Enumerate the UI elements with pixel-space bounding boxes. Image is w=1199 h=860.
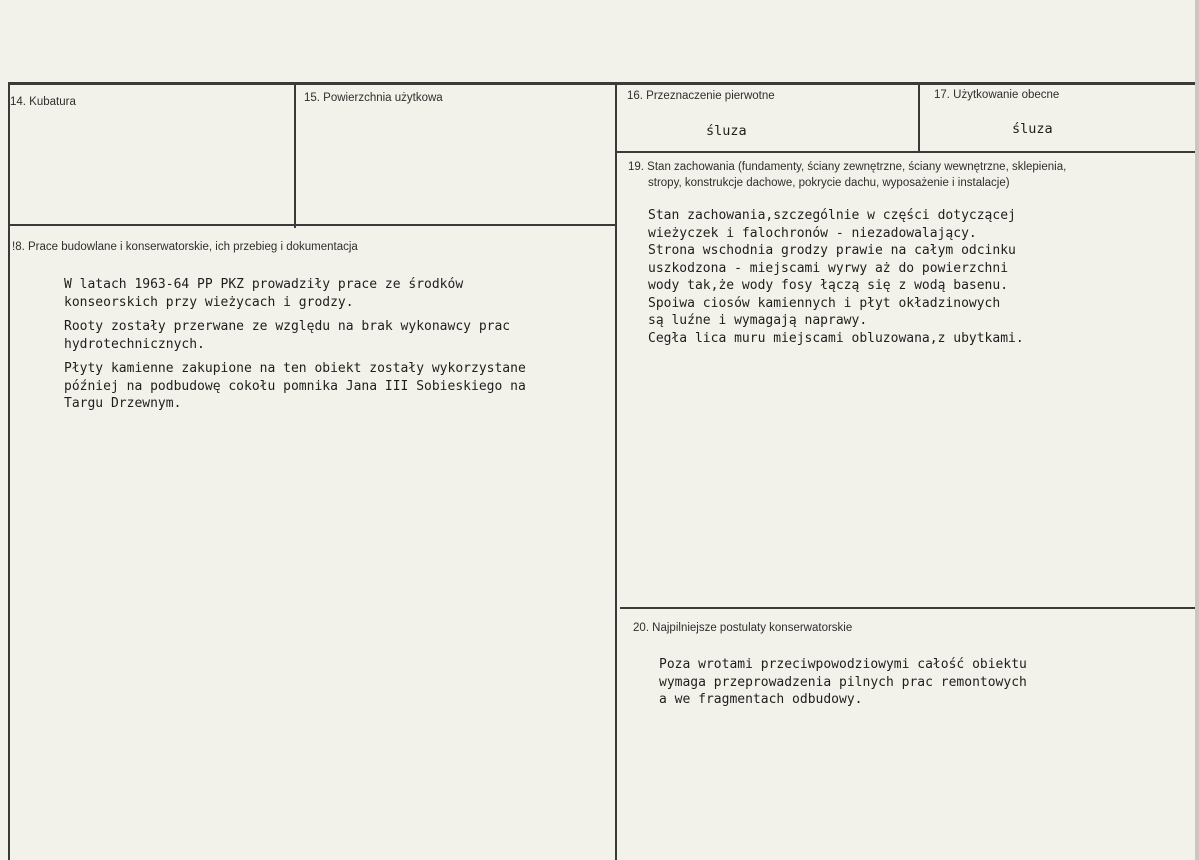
field-16-label: 16. Przeznaczenie pierwotne [627,90,775,102]
divider-14-15 [294,83,296,228]
field-19-line: wody tak,że wody fosy łączą się z wodą basenu. [648,278,1009,293]
divider-16-17 [918,83,920,153]
rule-under-14-15 [8,224,616,226]
field-20-text [659,656,1027,709]
field-19-line: Stan zachowania,szczególnie w części dotyczącej [648,208,1016,223]
field-18-line: później na podbudowę cokołu pomnika Jana III Sobieskiego na [64,378,526,394]
field-19-label-line2: stropy, konstrukcje dachowe, pokrycie dachu, wyposażenie i instalacje) [648,177,1010,189]
field-17-label: 17. Użytkowanie obecne [934,89,1060,101]
field-18-line: Płyty kamienne zakupione na ten obiekt zostały wykorzystane [64,361,526,376]
field-18-line: Targu Drzewnym. [64,396,182,411]
field-18-line: W latach 1963-64 PP PKZ prowadziły prace ze środków [64,277,464,292]
field-20-label: 20. Najpilniejsze postulaty konserwatorskie [633,622,853,634]
rule-under-16-17 [616,151,1199,153]
field-15-label: 15. Powierzchnia użytkowa [304,92,443,104]
field-19-text [648,207,1024,347]
field-19-label-line1: 19. Stan zachowania (fundamenty, ściany zewnętrzne, ściany wewnętrzne, sklepienia, [628,161,1067,173]
field-16-value: śluza [706,123,747,139]
field-18-paragraph-2 [64,318,526,353]
field-18-paragraph-3 [64,360,526,413]
field-19-line: są luźne i wymagają naprawy. [648,313,868,328]
field-20-line: Poza wrotami przeciwpowodziowymi całość obiektu [659,657,1027,672]
field-19-line: Strona wschodnia grodzy prawie na całym odcinku [648,243,1016,258]
field-20-line: a we fragmentach odbudowy. [659,692,863,707]
field-17-value: śluza [1012,121,1053,137]
top-rule [8,82,1199,85]
field-19-line: uszkodzona - miejscami wyrwy aż do powierzchni [648,260,1009,276]
field-14-label: 14. Kubatura [10,96,76,108]
field-20-line: wymaga przeprowadzenia pilnych prac remontowych [659,674,1027,690]
field-18-line: konseorskich przy wieżycach i grodzy. [64,294,354,310]
field-18-line: hydrotechnicznych. [64,336,205,352]
rule-under-19 [620,607,1199,609]
left-rule [8,82,10,860]
field-19-line: wieżyczek i falochronów - niezadowalający. [648,225,977,241]
divider-15-16 [615,83,617,860]
field-19-line: Cegła lica muru miejscami obluzowana,z ubytkami. [648,330,1024,346]
field-18-paragraph-1 [64,276,526,311]
card-edge [1195,0,1199,860]
field-18-line: Rooty zostały przerwane ze względu na brak wykonawcy prac [64,319,511,334]
field-18-label: !8. Prace budowlane i konserwatorskie, ich przebieg i dokumentacja [12,241,358,253]
field-19-line: Spoiwa ciosów kamiennych i płyt okładzinowych [648,295,1001,311]
field-18-text [64,276,526,420]
